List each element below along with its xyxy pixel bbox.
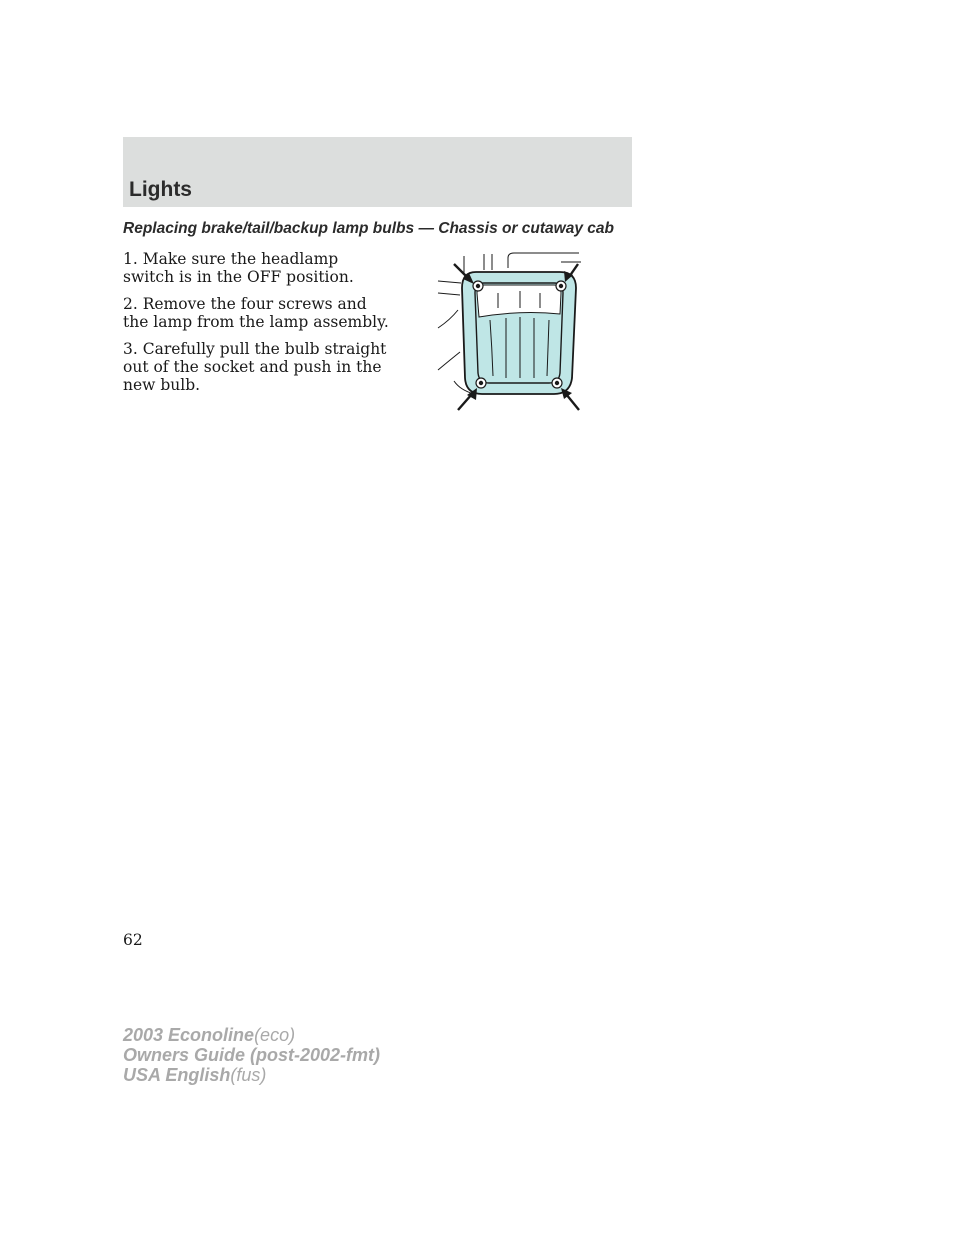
footer-model-code: (eco) [254, 1025, 296, 1045]
footer-model-line [123, 1025, 380, 1045]
arrow-icon [561, 388, 579, 410]
step-3: 3. Carefully pull the bulb straight out of the socket and push in the new bulb. [123, 340, 387, 394]
step-1: 1. Make sure the headlamp switch is in the OFF position. [123, 250, 354, 286]
footer-language: USA English [123, 1065, 231, 1085]
footer-language-code: (fus) [230, 1065, 267, 1085]
subsection-title: Replacing brake/tail/backup lamp bulbs — Chassis or cutaway cab [123, 220, 614, 237]
document-footer [123, 1025, 380, 1085]
instruction-steps [123, 250, 393, 403]
header-band [123, 137, 632, 207]
footer-model: 2003 Econoline [123, 1025, 255, 1045]
footer-guide: Owners Guide (post-2002-fmt) [123, 1045, 381, 1065]
footer-language-line [123, 1065, 380, 1085]
step-2: 2. Remove the four screws and the lamp from the lamp assembly. [123, 295, 389, 331]
lamp-assembly-illustration [436, 248, 586, 413]
page-number: 62 [123, 931, 143, 949]
section-title: Lights [129, 178, 192, 201]
